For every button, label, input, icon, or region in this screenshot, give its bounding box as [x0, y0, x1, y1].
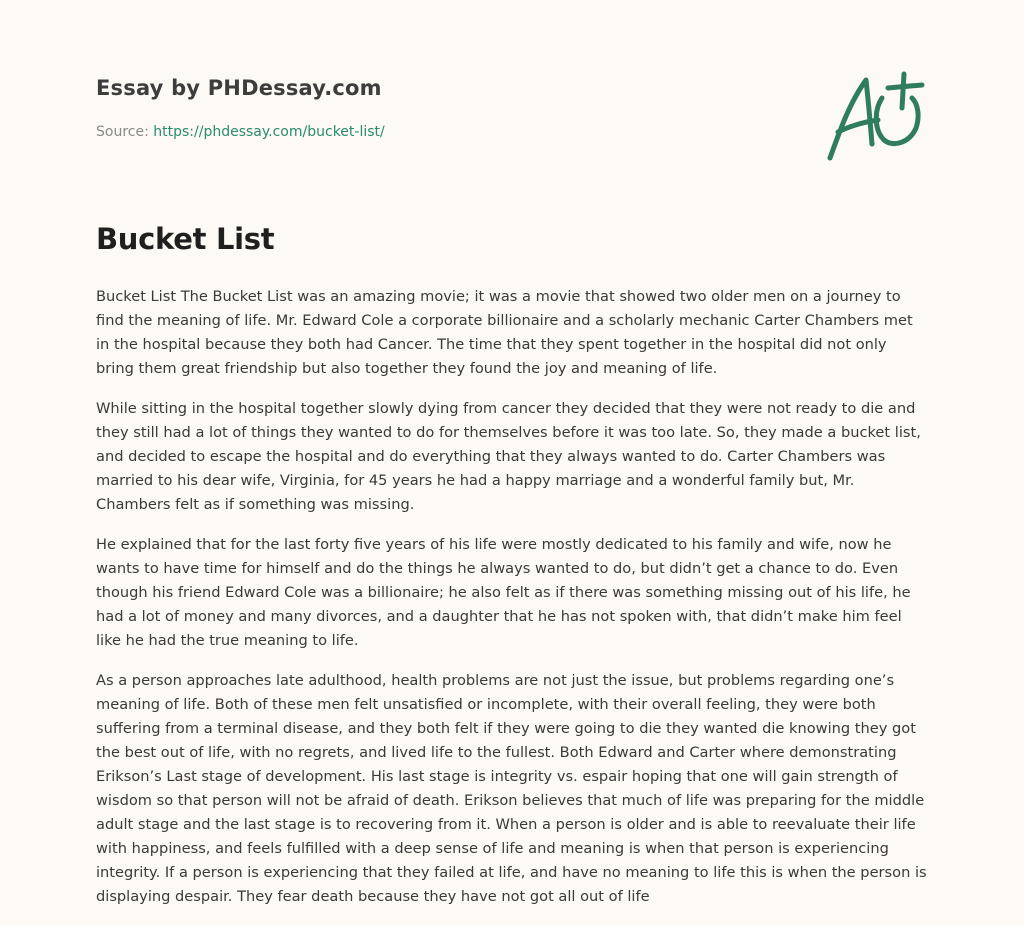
essay-title: Bucket List	[96, 222, 275, 256]
source-link[interactable]: https://phdessay.com/bucket-list/	[153, 124, 385, 140]
essay-paragraph: He explained that for the last forty five years of his life were mostly dedicated to his family and wife, now he wants to have time for himself and do the things he always wanted to do, but didn’t get a chance to do. Even though his friend Edward Cole was a billionaire; he also felt as if there was something missing out of his life, he had a lot of money and many divorces, and a daughter that he has not spoken with, that didn’t make him feel like he had the true meaning to life.	[96, 536, 911, 649]
essay-paragraph: As a person approaches late adulthood, health problems are not just the issue, but problems regarding one’s meaning of life. Both of these men felt unsatisfied or incomplete, with their overall feeling, they were both suffering from a terminal disease, and they both felt if they were going to die they wanted die knowing they got the best out of life, with no regrets, and lived life to the fullest. Both Edward and Carter where demonstrating Erikson’s Last stage of development. His last stage is integrity vs. espair hoping that one will gain strength of wisdom so that person will not be afraid of death. Erikson believes that much of life was preparing for the middle adult stage and the last stage is to recovering from it. When a person is older and is able to reevaluate their life with happiness, and feels fulfilled with a deep sense of life and meaning is when that person is experiencing integrity. If a person is experiencing that they failed at life, and have no meaning to life this is when the person is displaying despair. They fear death because they have not got all out of life	[96, 672, 927, 905]
source-label: Source:	[96, 124, 149, 140]
site-brand: Essay by PHDessay.com	[96, 76, 382, 100]
essay-paragraph: While sitting in the hospital together slowly dying from cancer they decided that they were not ready to die and they still had a lot of things they wanted to do for themselves before it was too late. So, they made a bucket list, and decided to escape the hospital and do everything that they always wanted to do. Carter Chambers was married to his dear wife, Virginia, for 45 years he had a happy marriage and a wonderful family but, Mr. Chambers felt as if something was missing.	[96, 400, 921, 513]
essay-body	[96, 285, 928, 925]
a-plus-logo-icon	[824, 68, 926, 164]
essay-paragraph: Bucket List The Bucket List was an amazing movie; it was a movie that showed two older men on a journey to find the meaning of life. Mr. Edward Cole a corporate billionaire and a scholarly mechanic Carter Chambers met in the hospital because they both had Cancer. The time that they spent together in the hospital did not only bring them great friendship but also together they found the joy and meaning of life.	[96, 288, 913, 377]
source-line	[96, 124, 385, 140]
